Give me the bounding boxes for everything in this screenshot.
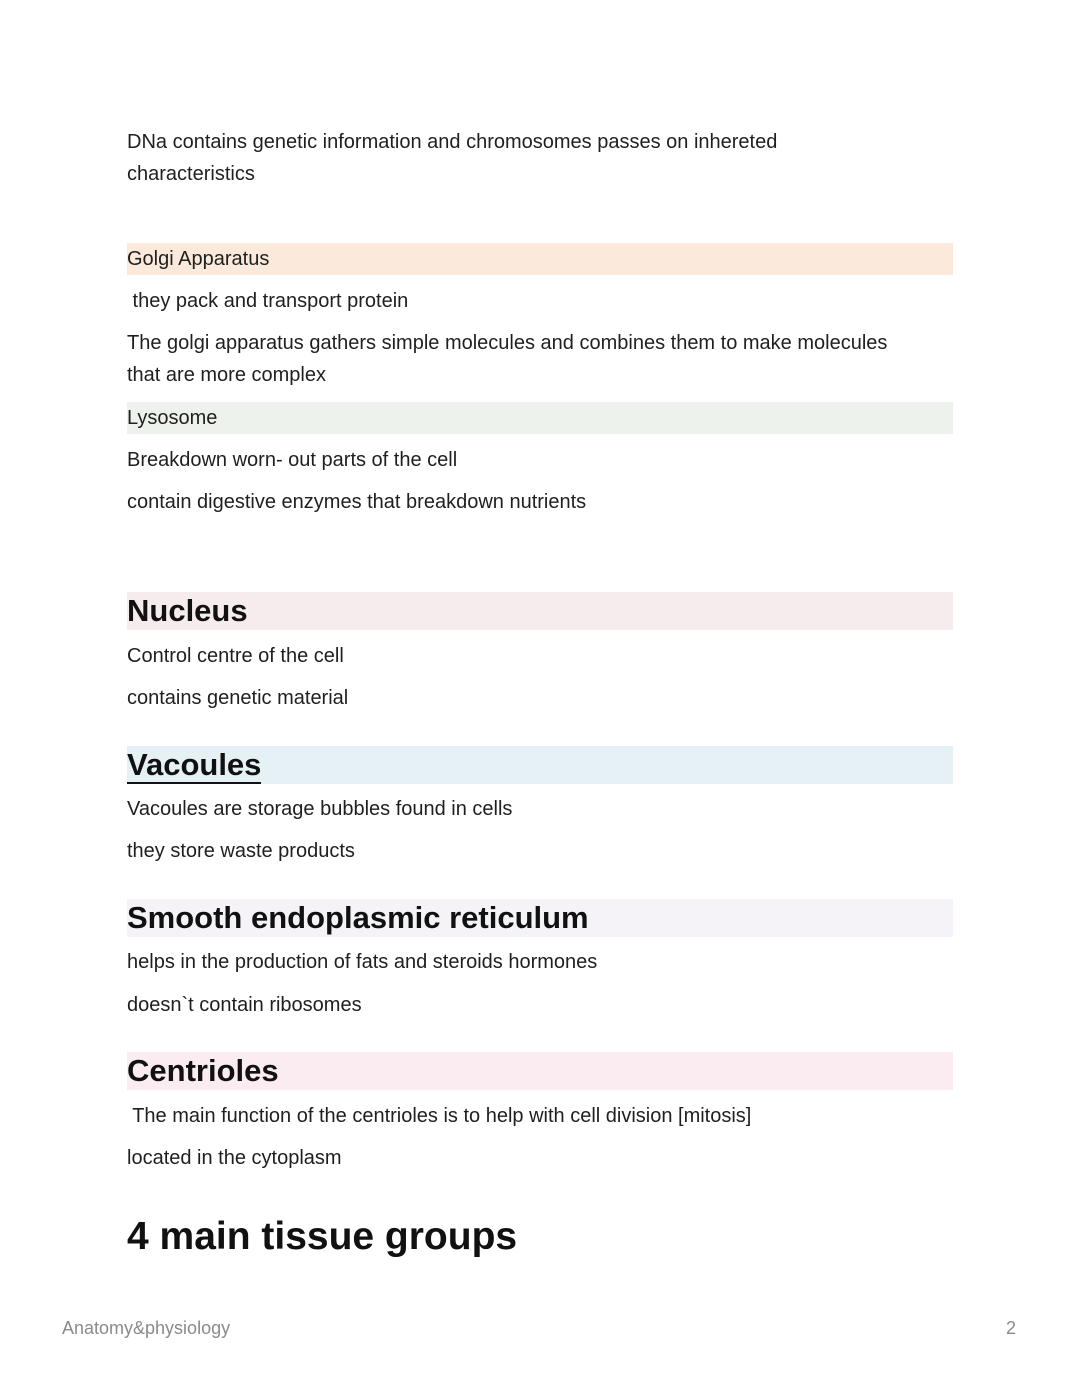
golgi-paragraph-2-line-2: that are more complex [127,364,326,386]
vacuoles-paragraph-1: Vacoules are storage bubbles found in cells [127,798,513,820]
ser-paragraph-1: helps in the production of fats and steroids hormones [127,951,598,973]
centrioles-paragraph-1: The main function of the centrioles is to help with cell division [mitosis] [127,1105,752,1127]
golgi-paragraph-2 [127,327,953,391]
centrioles-heading: Centrioles [127,1052,953,1090]
vacuoles-paragraph-2: they store waste products [127,840,355,862]
page-number: 2 [1005,1318,1016,1338]
golgi-paragraph-1: they pack and transport protein [127,290,409,312]
tissue-groups-heading: 4 main tissue groups [127,1215,518,1258]
nucleus-heading: Nucleus [127,592,953,630]
nucleus-paragraph-2: contains genetic material [127,687,349,709]
intro-line-1: DNa contains genetic information and chromosomes passes on inhereted [127,131,778,153]
ser-paragraph-2: doesn`t contain ribosomes [127,994,362,1016]
intro-line-2: characteristics [127,163,255,185]
lysosome-heading: Lysosome [127,402,953,434]
intro-paragraph [127,126,953,190]
lysosome-paragraph-2: contain digestive enzymes that breakdown nutrients [127,491,587,513]
golgi-heading: Golgi Apparatus [127,243,953,275]
golgi-paragraph-2-line-1: The golgi apparatus gathers simple molecules and combines them to make molecules [127,332,888,354]
nucleus-paragraph-1: Control centre of the cell [127,645,344,667]
vacuoles-heading-text: Vacoules [127,747,262,782]
footer-document-title: Anatomy&physiology [62,1318,231,1338]
vacuoles-heading [127,746,953,784]
centrioles-paragraph-2: located in the cytoplasm [127,1147,342,1169]
ser-heading: Smooth endoplasmic reticulum [127,899,953,937]
lysosome-paragraph-1: Breakdown worn- out parts of the cell [127,449,458,471]
